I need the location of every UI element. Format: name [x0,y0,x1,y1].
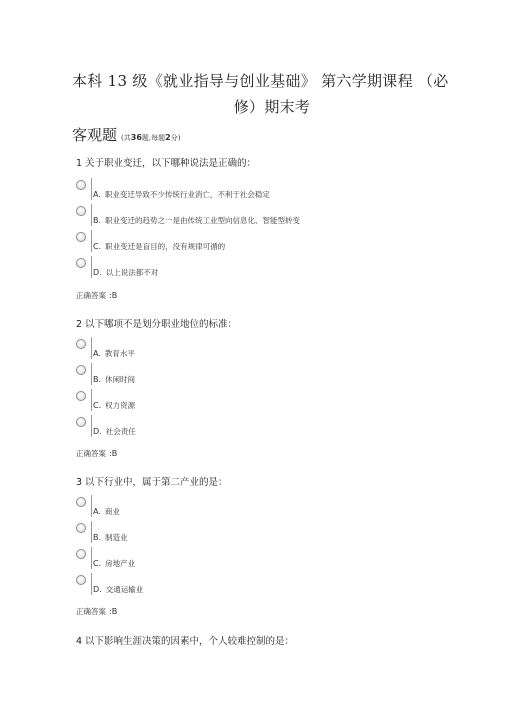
section-subtitle [121,133,180,143]
question-count: 36 [130,133,142,142]
option-divider [91,230,92,252]
question-2-option-a[interactable] [76,337,476,361]
question-1-stem [76,155,256,169]
question-number: 3 [76,477,83,488]
option-text: 制造业 [105,533,128,542]
option-letter: A. [93,349,101,358]
section-header [72,124,180,145]
radio-button[interactable] [76,232,86,242]
radio-button[interactable] [76,206,86,216]
option-letter: D. [93,268,102,277]
option-text: 职业变迁导致不少传统行业消亡，不利于社会稳定 [104,190,270,199]
option-divider [91,178,92,200]
question-1-option-c[interactable] [76,230,476,254]
radio-button[interactable] [76,575,86,585]
question-number: 4 [76,636,83,647]
option-text: 以上说法都不对 [105,268,159,277]
option-label [93,374,135,385]
option-letter: D. [93,427,102,436]
question-2-stem [76,316,237,330]
option-text: 职业变迁的趋势之一是由传统工业型向信息化、智能型转变 [105,216,301,225]
question-3-option-d[interactable] [76,573,476,597]
radio-button[interactable] [76,180,86,190]
option-letter: C. [93,401,102,410]
question-2-option-b[interactable] [76,363,476,387]
answer-value: :B [109,291,118,300]
sub-mid: 题,每题 [141,134,166,142]
option-text: 房地产业 [105,559,136,568]
question-3-answer [76,606,117,617]
option-label [93,426,136,437]
radio-button[interactable] [76,523,86,533]
option-label [93,189,270,200]
answer-label: 正确答案 [76,449,106,458]
radio-button[interactable] [76,549,86,559]
option-divider [91,521,92,543]
option-text: 职业变迁是盲目的，没有规律可循的 [105,242,226,251]
question-text: 关于职业变迁，以下哪种说法是正确的： [85,158,257,169]
option-letter: D. [93,585,102,594]
title-line-2: 修）期末考 [233,98,311,116]
radio-button[interactable] [76,365,86,375]
section-heading: 客观题 [72,126,118,144]
question-2-answer [76,448,117,459]
radio-button[interactable] [76,391,86,401]
question-3-option-a[interactable] [76,495,476,519]
answer-value: :B [109,449,118,458]
question-1-answer [76,290,117,301]
option-letter: C. [93,559,102,568]
option-text: 休闲时间 [105,375,136,384]
option-divider [91,573,92,595]
option-label [93,241,225,252]
answer-label: 正确答案 [76,291,106,300]
sub-prefix: (共 [121,134,131,142]
answer-value: :B [109,607,118,616]
radio-button[interactable] [76,339,86,349]
option-text: 权力资源 [105,401,136,410]
option-label [93,400,135,411]
question-number: 2 [76,319,83,330]
option-letter: B. [93,533,102,542]
option-text: 社会责任 [105,427,136,436]
question-1-option-b[interactable] [76,204,476,228]
question-2-option-c[interactable] [76,389,476,413]
option-label [93,348,135,359]
question-text: 以下行业中，属于第二产业的是： [85,477,228,488]
document-title [72,68,452,120]
option-divider [91,547,92,569]
radio-button[interactable] [76,497,86,507]
radio-button[interactable] [76,417,86,427]
option-label [93,506,120,517]
option-label [93,532,128,543]
question-1-option-a[interactable] [76,178,476,202]
question-2-option-d[interactable] [76,415,476,439]
option-label [93,584,143,595]
radio-button[interactable] [76,258,86,268]
question-1-option-d[interactable] [76,256,476,280]
option-label [93,558,135,569]
option-divider [91,495,92,517]
option-divider [91,204,92,226]
question-4-stem [76,633,294,647]
option-divider [91,389,92,411]
question-3-stem [76,474,228,488]
title-line-1: 本科 13 级《就业指导与创业基础》 第六学期课程 （必 [72,72,449,90]
option-letter: B. [93,375,102,384]
option-text: 交通运输业 [105,585,144,594]
question-number: 1 [76,158,83,169]
question-3-option-c[interactable] [76,547,476,571]
option-label [93,215,300,226]
option-divider [91,256,92,278]
option-divider [91,337,92,359]
sub-suffix: 分) [170,134,181,142]
option-label [93,267,158,278]
option-divider [91,363,92,385]
option-divider [91,415,92,437]
option-letter: C. [93,242,102,251]
question-text: 以下哪项不是划分职业地位的标准： [85,319,238,330]
option-letter: B. [93,216,102,225]
question-text: 以下影响生涯决策的因素中，个人较难控制的是： [85,636,295,647]
option-letter: A. [93,190,101,199]
question-3-option-b[interactable] [76,521,476,545]
option-letter: A. [93,507,101,516]
points-per-question: 2 [165,133,171,142]
option-text: 商业 [104,507,120,516]
option-text: 教育水平 [104,349,135,358]
answer-label: 正确答案 [76,607,106,616]
